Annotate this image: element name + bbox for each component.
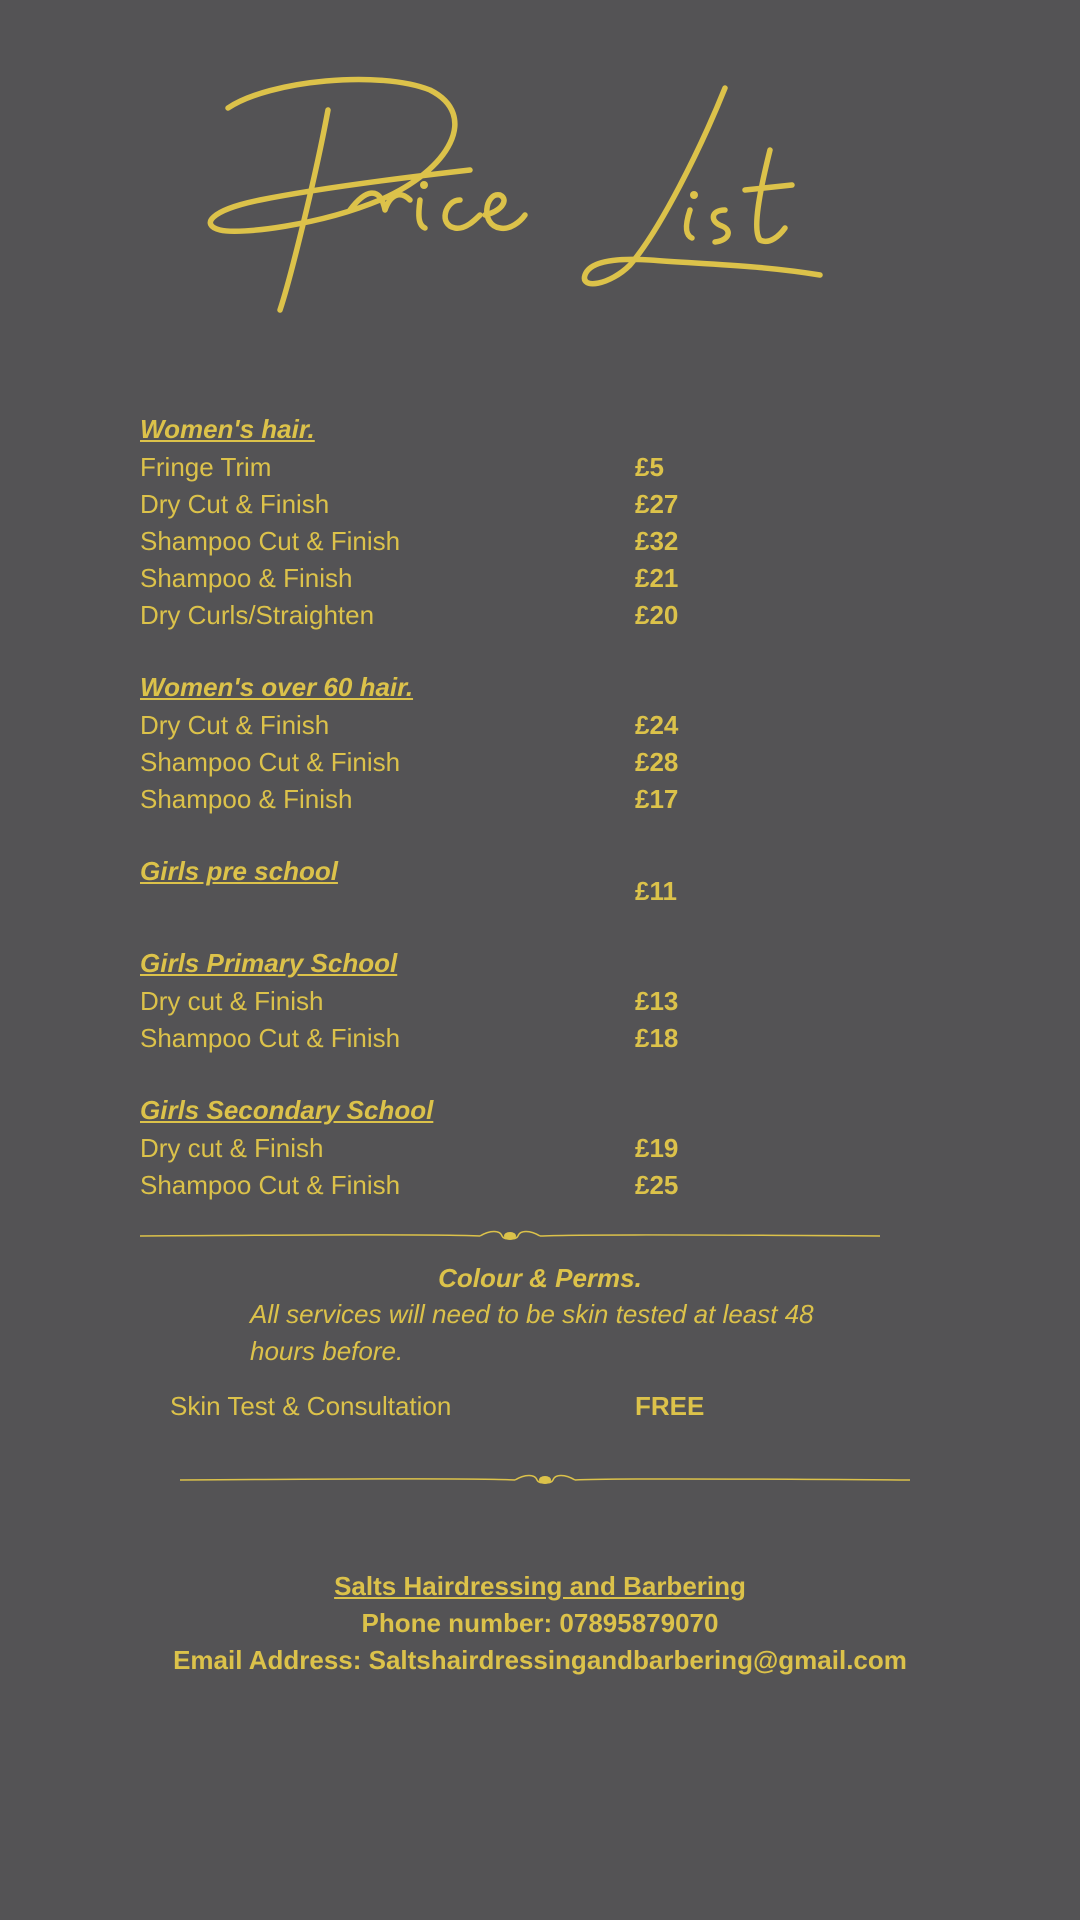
service-price: £11 [635,876,677,906]
service-name: Shampoo Cut & Finish [140,747,401,777]
email-address: Email Address: Saltshairdressingandbarbering@gmail.com [173,1645,907,1675]
section-heading: Colour & Perms. [438,1263,642,1293]
price-row [140,854,940,910]
service-name: Dry cut & Finish [140,1133,324,1163]
service-name: Shampoo Cut & Finish [140,1170,401,1200]
price-row [140,486,940,523]
section-heading: Girls pre school [140,856,338,886]
service-name: Shampoo & Finish [140,563,353,593]
flourish-divider-icon [140,1226,880,1246]
ornamental-divider [180,1470,910,1490]
price-row [170,1388,1080,1425]
service-price: £20 [635,600,679,630]
section-heading: Women's over 60 hair. [140,672,414,702]
phone-number: Phone number: 07895879070 [361,1608,719,1638]
price-row [140,523,940,560]
service-name: Dry cut & Finish [140,986,324,1016]
service-price: £27 [635,489,679,519]
business-name: Salts Hairdressing and Barbering [334,1571,746,1601]
contact-info [0,1568,1080,1679]
price-row [140,744,940,781]
service-name: Fringe Trim [140,452,272,482]
skin-test-note: All services will need to be skin tested at least 48 hours before. [250,1299,814,1366]
service-price: £32 [635,526,679,556]
service-name: Shampoo & Finish [140,784,353,814]
page-title [0,60,1080,360]
service-name: Dry Cut & Finish [140,710,330,740]
service-name: Dry Cut & Finish [140,489,330,519]
section-heading: Girls Primary School [140,948,398,978]
section-womens-hair [140,412,940,634]
service-price: £5 [635,452,664,482]
service-price: FREE [635,1391,705,1421]
ornamental-divider [140,1226,880,1246]
service-name: Skin Test & Consultation [170,1391,452,1421]
section-girls-secondary [140,1093,940,1204]
service-name: Dry Curls/Straighten [140,600,375,630]
price-row [140,1167,940,1204]
price-row [140,597,940,634]
price-row [140,707,940,744]
price-menu [140,412,940,1240]
price-row [140,449,940,486]
service-price: £24 [635,710,679,740]
service-name: Shampoo Cut & Finish [140,526,401,556]
price-row [140,983,940,1020]
section-girls-pre-school [140,854,940,910]
section-womens-over-60 [140,670,940,818]
section-girls-primary [140,946,940,1057]
service-name: Shampoo Cut & Finish [140,1023,401,1053]
price-row [140,1130,940,1167]
price-row [140,1020,940,1057]
service-price: £18 [635,1023,679,1053]
service-price: £21 [635,563,679,593]
service-price: £28 [635,747,679,777]
price-row [140,781,940,818]
flourish-divider-icon [180,1470,910,1490]
service-price: £17 [635,784,679,814]
service-price: £25 [635,1170,679,1200]
section-heading: Women's hair. [140,414,315,444]
price-row [140,560,940,597]
colour-perms-section [0,1260,1080,1425]
service-price: £19 [635,1133,679,1163]
section-heading: Girls Secondary School [140,1095,434,1125]
service-price: £13 [635,986,679,1016]
